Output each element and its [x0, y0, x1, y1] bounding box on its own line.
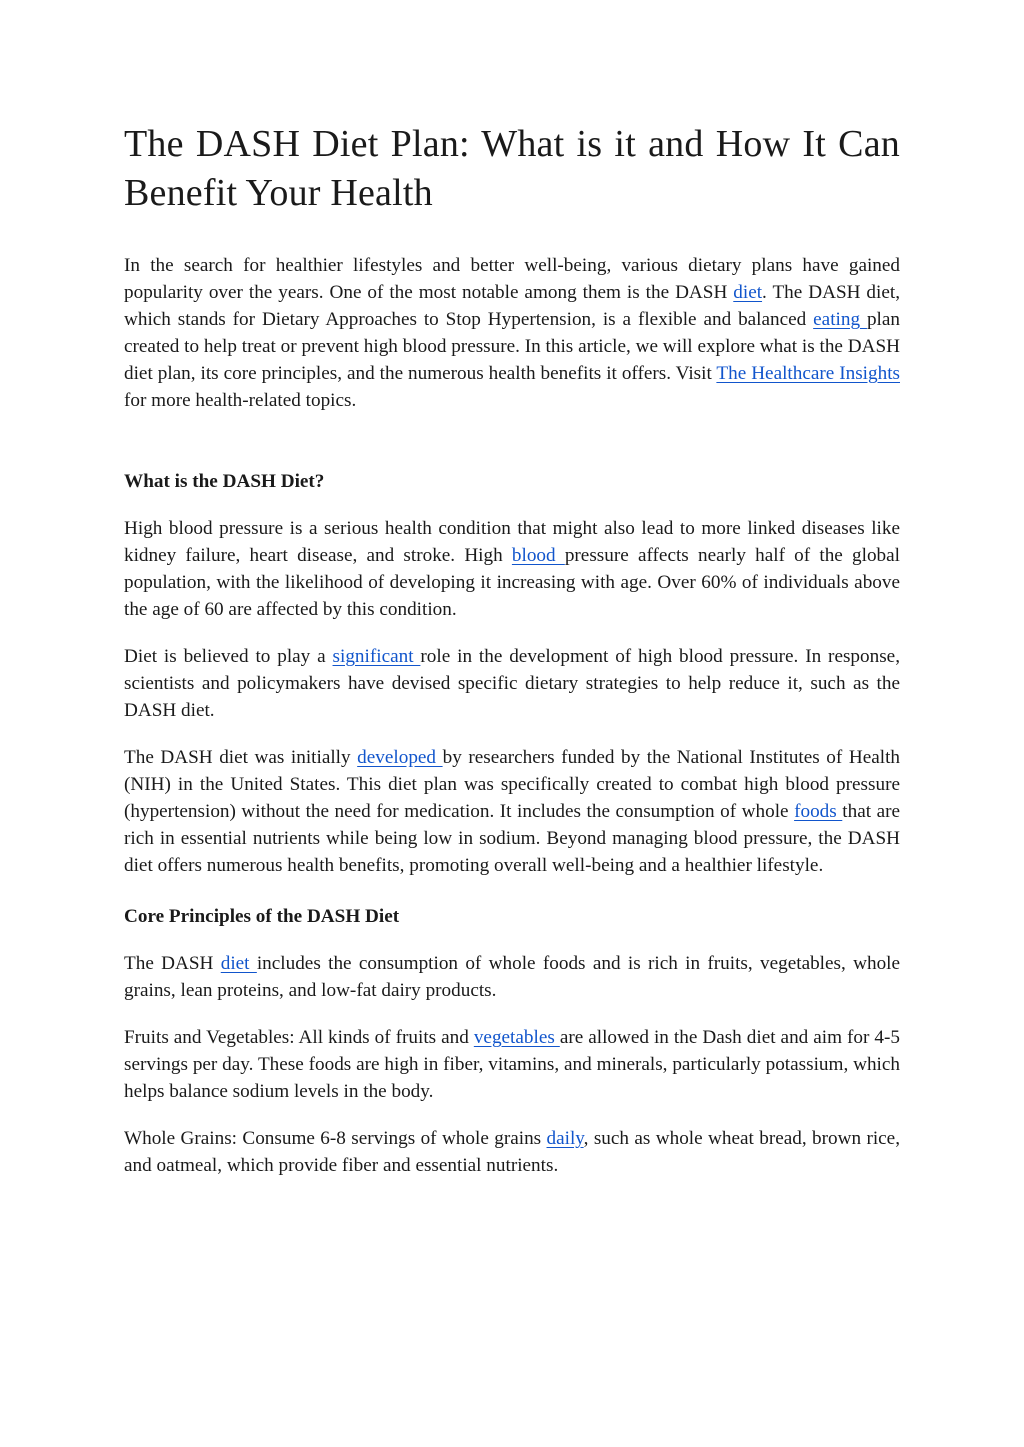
diet-link-2[interactable]: diet: [220, 953, 257, 974]
paragraph-text: that are rich in essential nutrients while being low in sodium. Beyond managing blood pressure, the DASH diet offers numerous health benefits, promoting overall well-being and a healthier lifestyle.: [124, 801, 900, 876]
paragraph-text: pressure affects nearly half of the global population, with the likelihood of developing it increasing with age. Over 60% of individuals above the age of 60 are affected by this condition.: [124, 545, 900, 620]
intro-text: . The DASH diet, which stands for Dietary Approaches to Stop Hypertension, is a flexible and balanced: [124, 282, 900, 330]
section1-paragraph-2: [124, 643, 900, 724]
paragraph-text: Fruits and Vegetables: All kinds of fruits and: [124, 1027, 474, 1048]
healthcare-insights-link[interactable]: The Healthcare Insights: [716, 363, 900, 384]
intro-paragraph: [124, 252, 900, 414]
section1-paragraph-3: [124, 744, 900, 879]
intro-text: plan created to help treat or prevent high blood pressure. In this article, we will explore what is the DASH diet plan, its core principles, and the numerous health benefits it offers. Visit: [124, 309, 900, 384]
page-title: The DASH Diet Plan: What is it and How It Can Benefit Your Health: [124, 123, 900, 214]
section1-paragraph-1: [124, 515, 900, 623]
intro-text: for more health-related topics.: [124, 390, 357, 411]
vegetables-link[interactable]: vegetables: [473, 1027, 560, 1048]
paragraph-text: The DASH diet was initially: [124, 747, 358, 768]
intro-text: In the search for healthier lifestyles and better well-being, various dietary plans have gained popularity over the years. One of the most notable among them is the DASH: [124, 255, 900, 303]
paragraph-text: , such as whole wheat bread, brown rice, and oatmeal, which provide fiber and essential nutrients.: [124, 1128, 900, 1176]
daily-link[interactable]: daily: [546, 1128, 584, 1149]
paragraph-text: are allowed in the Dash diet and aim for 4-5 servings per day. These foods are high in fiber, vitamins, and minerals, particularly potassium, which helps balance sodium levels in the body.: [124, 1027, 900, 1102]
article-body: [124, 252, 900, 1179]
document-page: [124, 0, 900, 1199]
section2-paragraph-1: [124, 950, 900, 1004]
paragraph-text: Diet is believed to play a: [124, 646, 333, 667]
section2-paragraph-3: [124, 1125, 900, 1179]
developed-link[interactable]: developed: [357, 747, 443, 768]
blood-link[interactable]: blood: [511, 545, 565, 566]
paragraph-text: by researchers funded by the National Institutes of Health (NIH) in the United States. This diet plan was specifically created to combat high blood pressure (hypertension) without the need for medication. It includes the consumption of whole: [124, 747, 900, 822]
foods-link[interactable]: foods: [794, 801, 843, 822]
section-heading-core-principles: Core Principles of the DASH Diet: [124, 906, 400, 927]
paragraph-text: includes the consumption of whole foods and is rich in fruits, vegetables, whole grains, lean proteins, and low-fat dairy products.: [124, 953, 901, 1001]
section-heading-what-is: What is the DASH Diet?: [124, 471, 325, 492]
paragraph-text: role in the development of high blood pressure. In response, scientists and policymakers have devised specific dietary strategies to help reduce it, such as the DASH diet.: [124, 646, 900, 721]
significant-link[interactable]: significant: [332, 646, 421, 667]
diet-link[interactable]: diet: [733, 282, 763, 303]
section2-paragraph-2: [124, 1024, 900, 1105]
paragraph-text: The DASH: [124, 953, 221, 974]
paragraph-text: Whole Grains: Consume 6-8 servings of whole grains: [124, 1128, 547, 1149]
eating-link[interactable]: eating: [813, 309, 867, 330]
paragraph-text: High blood pressure is a serious health condition that might also lead to more linked diseases like kidney failure, heart disease, and stroke. High: [124, 518, 900, 566]
